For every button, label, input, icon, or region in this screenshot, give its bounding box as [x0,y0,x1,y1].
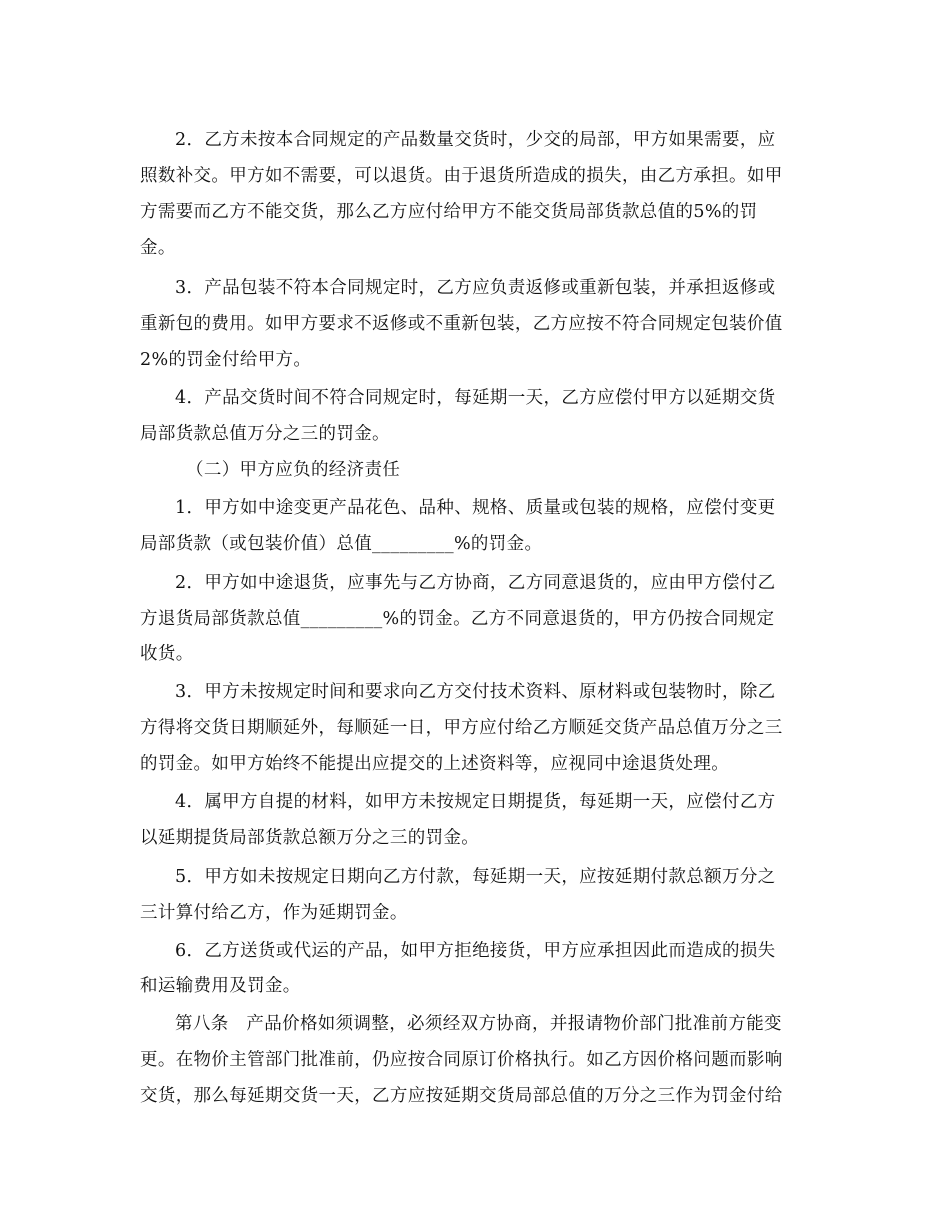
paragraph-line: 方得将交货日期顺延外，每顺延一日，甲方应付给乙方顺延交货产品总值万分之三 [140,718,783,738]
paragraph-line: 3．甲方未按规定时间和要求向乙方交付技术资料、原材料或包装物时，除乙 [175,682,776,702]
article-heading-line: 第八条 产品价格如须调整，必须经双方协商，并报请物价部门批准前方能变 [175,1014,782,1034]
paragraph-line: 方需要而乙方不能交货，那么乙方应付给甲方不能交货局部货款总值的5%的罚 [140,202,758,222]
paragraph-line: 重新包的费用。如甲方要求不返修或不重新包装，乙方应按不符合同规定包装价值 [140,314,783,334]
paragraph-line: 2%的罚金付给甲方。 [140,350,312,370]
paragraph-line: 照数补交。甲方如不需要，可以退货。由于退货所造成的损失，由乙方承担。如甲 [140,166,783,186]
paragraph-line: 局部货款（或包装价值）总值_________%的罚金。 [140,534,543,554]
paragraph-line: 收货。 [140,644,194,664]
paragraph-line: 6．乙方送货或代运的产品，如甲方拒绝接货，甲方应承担因此而造成的损失 [175,941,776,961]
paragraph-line: 更。在物价主管部门批准前，仍应按合同原订价格执行。如乙方因价格问题而影响 [140,1050,783,1070]
paragraph-line: 方退货局部货款总值_________%的罚金。乙方不同意退货的，甲方仍按合同规定 [140,609,775,629]
paragraph-line: 1．甲方如中途变更产品花色、品种、规格、质量或包装的规格，应偿付变更 [175,498,776,518]
paragraph-line: 以延期提货局部货款总额万分之三的罚金。 [140,828,480,848]
paragraph-line: 和运输费用及罚金。 [140,976,301,996]
paragraph-line: 三计算付给乙方，作为延期罚金。 [140,903,408,923]
paragraph-line: 的罚金。如甲方始终不能提出应提交的上述资料等，应视同中途退货处理。 [140,754,730,774]
section-heading: （二）甲方应负的经济责任 [186,460,401,480]
paragraph-line: 金。 [140,238,176,258]
paragraph-line: 4．产品交货时间不符合同规定时，每延期一天，乙方应偿付甲方以延期交货 [175,388,776,408]
paragraph-line: 4．属甲方自提的材料，如甲方未按规定日期提货，每延期一天，应偿付乙方 [175,792,776,812]
paragraph-line: 局部货款总值万分之三的罚金。 [140,424,390,444]
paragraph-line: 交货，那么每延期交货一天，乙方应按延期交货局部总值的万分之三作为罚金付给 [140,1086,783,1106]
paragraph-line: 5．甲方如未按规定日期向乙方付款，每延期一天，应按延期付款总额万分之 [175,867,776,887]
paragraph-line: 3．产品包装不符本合同规定时，乙方应负责返修或重新包装，并承担返修或 [175,278,776,298]
paragraph-line: 2．甲方如中途退货，应事先与乙方协商，乙方同意退货的，应由甲方偿付乙 [175,573,776,593]
paragraph-line: 2．乙方未按本合同规定的产品数量交货时，少交的局部，甲方如果需要，应 [175,130,776,150]
